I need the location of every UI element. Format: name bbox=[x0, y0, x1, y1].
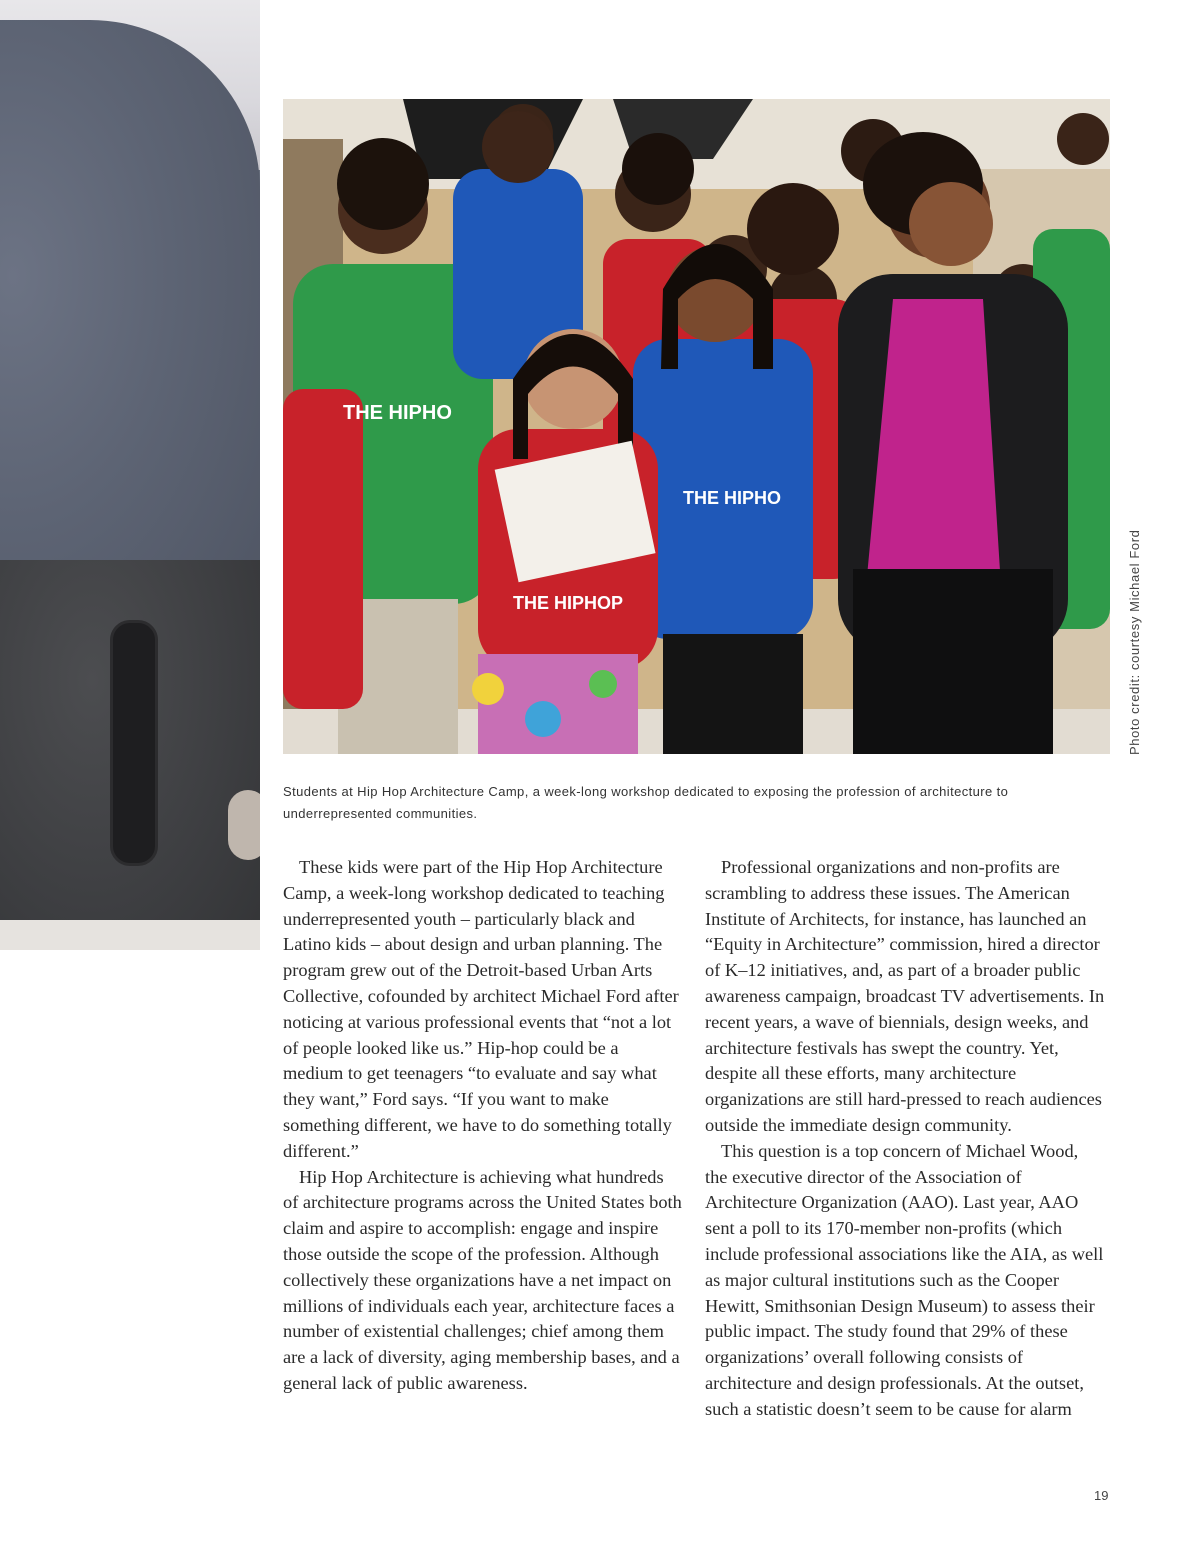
shirt-text-green: THE HIPHO bbox=[343, 402, 452, 424]
hand bbox=[228, 790, 260, 860]
right-paragraph-1: Professional organizations and non-profits are scrambling to address these issues. The American Institute of Architects, for instance, has launched an “Equity in Architecture” commission, hired a director of K–12 initiatives, and, as part of a broader public awareness campaign, broadcast TV advertisements. In recent years, a wave of biennials, design weeks, and architecture festivals has swept the country. Yet, despite all these efforts, many architecture organizations are still hard-pressed to reach audiences outside the immediate design community. bbox=[705, 857, 1105, 1135]
shirt-text-red: THE HIPHOP bbox=[513, 593, 624, 613]
article-right-column bbox=[705, 855, 1105, 1423]
left-paragraph-2: Hip Hop Architecture is achieving what hundreds of architecture programs across the United States both claim and aspire to accomplish: engage and inspire those outside the scope of the profession. Although collectively these organizations have a net impact on millions of individuals each year, architecture faces a number of existential challenges; chief among them are a lack of diversity, aging membership bases, and a general lack of public awareness. bbox=[283, 1166, 682, 1393]
left-bleed-photo bbox=[0, 0, 260, 950]
right-paragraph-2: This question is a top concern of Michael Wood, the executive director of the Association of Architecture Organization (AAO). Last year, AAO sent a poll to its 170-member non-profits (which include professional associations like the AIA, as well as major cultural institutions such as the Cooper Hewitt, Smithsonian Design Museum) to assess their public impact. The study found that 29% of these organizations’ overall following consists of architecture and design professionals. At the outset, such a statistic doesn’t seem to be cause for alarm bbox=[705, 1140, 1104, 1419]
photo-credit: Photo credit: courtesy Michael Ford bbox=[1127, 529, 1142, 755]
pocket-zipper bbox=[110, 620, 158, 866]
main-photo bbox=[283, 99, 1110, 754]
floor-strip bbox=[0, 920, 260, 950]
article-left-column bbox=[283, 855, 683, 1397]
camp-photo-illustration bbox=[283, 99, 1110, 754]
left-paragraph-1: These kids were part of the Hip Hop Architecture Camp, a week-long workshop dedicated to teaching underrepresented youth – particularly black and Latino kids – about design and urban planning. The program grew out of the Detroit-based Urban Arts Collective, cofounded by architect Michael Ford after noticing at various professional events that “not a lot of people looked like us.” Hip-hop could be a medium to get teenagers “to evaluate and say what they want,” Ford says. “If you want to make something different, we have to do something totally different.” bbox=[283, 857, 679, 1161]
shirt-text-blue: THE HIPHO bbox=[683, 488, 782, 508]
photo-caption: Students at Hip Hop Architecture Camp, a week-long workshop dedicated to exposing the profession of architecture to underrepresented communities. bbox=[283, 784, 1009, 821]
page-number: 19 bbox=[1094, 1488, 1109, 1503]
